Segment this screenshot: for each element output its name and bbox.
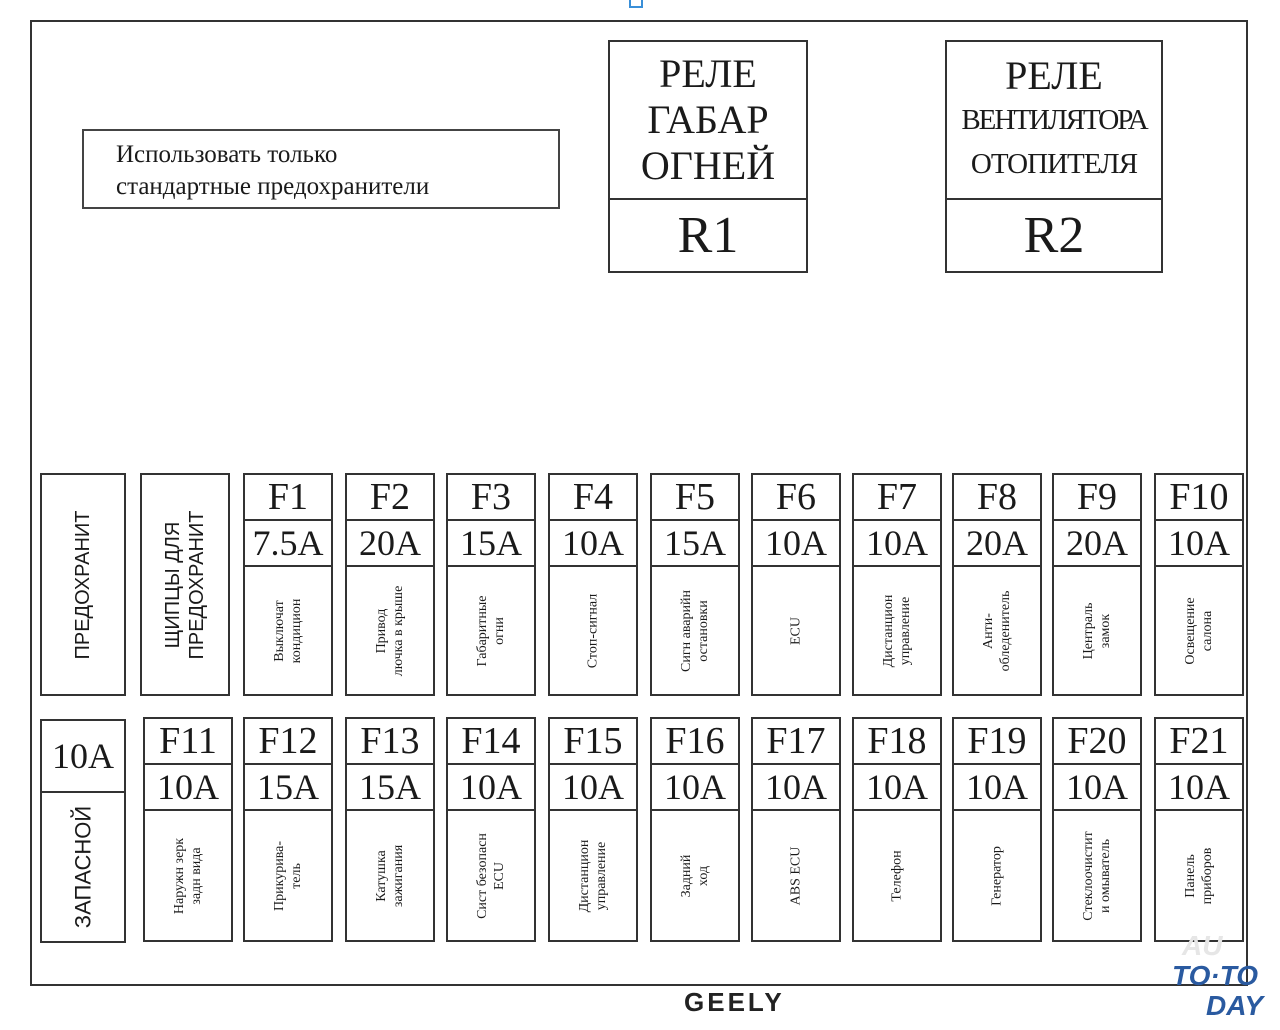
- fuse-description-line: Телефон: [889, 849, 905, 902]
- fuse-id: F8: [954, 475, 1040, 521]
- fuse-description-text: [474, 833, 508, 919]
- fuse-f5: [650, 473, 740, 696]
- fuse-description: [550, 567, 636, 694]
- relay-r2-line-1: РЕЛЕ: [1005, 53, 1103, 98]
- fuse-id: F13: [347, 719, 433, 765]
- fuse-description-text: [1182, 597, 1216, 664]
- standard-fuse-notice: [82, 129, 560, 209]
- fuse-description: [245, 567, 331, 694]
- fuse-description: [550, 811, 636, 940]
- fuse-description: [1156, 811, 1242, 940]
- fuse-id: F15: [550, 719, 636, 765]
- relay-r1: [608, 40, 808, 273]
- fuse-amperage: 20A: [1054, 521, 1140, 567]
- fuse-description: [954, 811, 1040, 940]
- fuse-amperage: 7.5A: [245, 521, 331, 567]
- fuse-description-text: [373, 844, 407, 906]
- fuse-tweezers-slot: [140, 473, 230, 696]
- fuse-description-text: [788, 846, 805, 905]
- fuse-description: [753, 567, 839, 694]
- fuse-description-line: Сист безопасн: [475, 832, 490, 919]
- fuse-amperage: 10A: [753, 765, 839, 811]
- watermark-line-1: AU: [1182, 930, 1223, 961]
- spare-fuse-desc: [42, 793, 124, 941]
- fuse-description-line: управление: [898, 596, 913, 665]
- fuse-description-text: [1182, 847, 1216, 904]
- relay-r2: [945, 40, 1163, 273]
- fuse-amperage: 10A: [954, 765, 1040, 811]
- relay-r1-line-2: ГАБАР: [647, 97, 769, 142]
- fuse-id: F4: [550, 475, 636, 521]
- fuse-f12: [243, 717, 333, 942]
- fuse-f3: [446, 473, 536, 696]
- fuse-amperage: 15A: [652, 521, 738, 567]
- fuse-id: F11: [145, 719, 231, 765]
- fuse-description-line: обледенитель: [998, 590, 1013, 671]
- fuse-description: [1156, 567, 1242, 694]
- fuse-amperage: 10A: [854, 521, 940, 567]
- fuse-id: F17: [753, 719, 839, 765]
- fuse-description: [145, 811, 231, 940]
- fuse-id: F16: [652, 719, 738, 765]
- fuse-description-line: управление: [594, 841, 609, 910]
- fuse-id: F6: [753, 475, 839, 521]
- fuse-description-text: [373, 585, 407, 676]
- fuse-id: F19: [954, 719, 1040, 765]
- fuse-amperage: 15A: [245, 765, 331, 811]
- fuse-description: [347, 567, 433, 694]
- fuse-id: F1: [245, 475, 331, 521]
- fuse-amperage: 10A: [1156, 765, 1242, 811]
- fuse-id: F7: [854, 475, 940, 521]
- fuse-description-text: [474, 595, 508, 666]
- fuse-description: [347, 811, 433, 940]
- fuse-id: F20: [1054, 719, 1140, 765]
- fuse-f7: [852, 473, 942, 696]
- fuse-puller-slot: [40, 473, 126, 696]
- fuse-description-text: [678, 854, 712, 897]
- fuse-id: F9: [1054, 475, 1140, 521]
- fuse-amperage: 10A: [145, 765, 231, 811]
- top-marker: [629, 0, 643, 8]
- spare-fuse-amp: 10А: [42, 721, 124, 793]
- geely-logo: GEELY: [684, 987, 785, 1017]
- relay-r2-line-2: ВЕНТИЛЯТОРА: [961, 104, 1147, 136]
- fuse-amperage: 10A: [1054, 765, 1140, 811]
- relay-r2-name: [947, 42, 1161, 200]
- fuse-description-text: [980, 590, 1014, 671]
- fuse-description: [954, 567, 1040, 694]
- fuse-description-line: остановки: [696, 599, 711, 662]
- fuse-description-line: Стеклоочистит: [1081, 830, 1096, 921]
- fuse-amperage: 15A: [347, 765, 433, 811]
- fuse-id: F18: [854, 719, 940, 765]
- fuse-f16: [650, 717, 740, 942]
- fuse-description-text: [271, 841, 305, 911]
- fuse-description: [854, 811, 940, 940]
- fuse-description: [652, 811, 738, 940]
- fuse-description-line: Задний: [679, 854, 694, 897]
- fuse-amperage: 10A: [854, 765, 940, 811]
- watermark-line-3: DAY: [1206, 990, 1264, 1021]
- fuse-description-line: ход: [696, 865, 711, 886]
- fuse-puller-label: ПРЕДОХРАНИТ: [72, 510, 94, 659]
- fuse-f20: [1052, 717, 1142, 942]
- fuse-description-line: кондицион: [289, 598, 304, 663]
- fuse-description-line: Габаритные: [475, 594, 490, 667]
- fuse-f11: [143, 717, 233, 942]
- fuse-description-line: Дистанцион: [881, 594, 896, 667]
- fuse-id: F2: [347, 475, 433, 521]
- fuse-amperage: 20A: [954, 521, 1040, 567]
- fuse-f21: [1154, 717, 1244, 942]
- fuse-description-line: ECU: [492, 861, 507, 890]
- fuse-description: [652, 567, 738, 694]
- fuse-f6: [751, 473, 841, 696]
- fuse-tweezers-line-2: ПРЕДОХРАНИТ: [186, 510, 208, 659]
- fuse-description-text: [585, 593, 602, 668]
- fuse-id: F3: [448, 475, 534, 521]
- fuse-description-line: Освещение: [1183, 596, 1198, 665]
- fuse-description-text: [171, 837, 205, 913]
- fuse-description-line: ECU: [788, 616, 804, 645]
- relay-r1-line-3: ОГНЕЙ: [640, 143, 776, 188]
- fuse-description: [753, 811, 839, 940]
- fuse-description-line: задн вида: [189, 846, 204, 905]
- fuse-description-line: приборов: [1200, 847, 1215, 904]
- fuse-description: [448, 811, 534, 940]
- fuse-description-text: [889, 850, 906, 901]
- fuse-description-text: [1080, 602, 1114, 659]
- fuse-id: F21: [1156, 719, 1242, 765]
- spare-fuse: [40, 719, 126, 943]
- fuse-description-line: и омыватель: [1098, 838, 1113, 913]
- watermark-line-2: TO·TO: [1172, 960, 1259, 991]
- fuse-description-line: тель: [289, 862, 304, 889]
- fuse-tweezers-line-1: ЩИПЦЫ ДЛЯ: [162, 521, 184, 648]
- fuse-description-line: Дистанцион: [577, 839, 592, 912]
- fuse-description-line: лючка в крыше: [391, 585, 406, 676]
- fuse-description: [448, 567, 534, 694]
- fuse-description: [1054, 811, 1140, 940]
- fuse-amperage: 10A: [550, 521, 636, 567]
- fuse-description-text: [576, 839, 610, 912]
- relay-r2-line-3: ОТОПИТЕЛЯ: [970, 148, 1138, 180]
- fuse-id: F12: [245, 719, 331, 765]
- fuse-amperage: 20A: [347, 521, 433, 567]
- fuse-description-text: [1080, 831, 1114, 920]
- fuse-id: F5: [652, 475, 738, 521]
- fuse-description-line: Анти-: [981, 612, 996, 649]
- fuse-f13: [345, 717, 435, 942]
- fuse-description-line: салона: [1200, 610, 1215, 651]
- fuse-id: F14: [448, 719, 534, 765]
- spare-fuse-label: ЗАПАСНОЙ: [70, 805, 96, 929]
- fuse-description-line: огни: [492, 616, 507, 645]
- fuse-description-line: Наружн зерк: [172, 837, 187, 914]
- fuse-id: F10: [1156, 475, 1242, 521]
- fuse-f4: [548, 473, 638, 696]
- notice-line-2: стандартные предохранители: [116, 173, 430, 200]
- fuse-f2: [345, 473, 435, 696]
- notice-line-1: Использовать только: [116, 141, 338, 168]
- relay-r1-line-1: РЕЛЕ: [659, 51, 757, 96]
- fuse-amperage: 10A: [550, 765, 636, 811]
- fuse-description-text: [989, 846, 1006, 906]
- fuse-f17: [751, 717, 841, 942]
- fuse-description: [854, 567, 940, 694]
- fuse-f19: [952, 717, 1042, 942]
- fuse-amperage: 15A: [448, 521, 534, 567]
- fuse-f1: [243, 473, 333, 696]
- relay-r1-name: [610, 42, 806, 200]
- fuse-description-text: [678, 590, 712, 672]
- fuse-description-line: Привод: [374, 608, 389, 653]
- relay-r2-code: R2: [1023, 207, 1085, 264]
- fuse-f9: [1052, 473, 1142, 696]
- fuse-description-line: Прикурива-: [272, 840, 287, 911]
- fuse-amperage: 10A: [753, 521, 839, 567]
- fuse-description: [245, 811, 331, 940]
- fuse-description-text: [271, 598, 305, 663]
- fuse-description-line: Сигн аварийн: [679, 589, 694, 672]
- fuse-description-line: Генератор: [989, 845, 1005, 906]
- fuse-description-line: Централь: [1081, 602, 1096, 659]
- fuse-description-text: [788, 617, 805, 645]
- fuse-description-line: замок: [1098, 613, 1113, 648]
- fuse-amperage: 10A: [1156, 521, 1242, 567]
- fuse-f10: [1154, 473, 1244, 696]
- fuse-description-line: Катушка: [374, 849, 389, 902]
- fuse-tweezers-label: [161, 510, 209, 659]
- fuse-description-line: зажигания: [391, 844, 406, 907]
- fuse-description-line: Выключат: [272, 599, 287, 662]
- fuse-description-text: [880, 594, 914, 667]
- fuse-description-line: ABS ECU: [788, 846, 804, 905]
- fuse-description-line: Стоп-сигнал: [585, 593, 601, 668]
- fuse-description: [1054, 567, 1140, 694]
- fuse-description-line: Панель: [1183, 853, 1198, 898]
- fuse-f18: [852, 717, 942, 942]
- relay-r1-code: R1: [677, 207, 739, 264]
- fuse-amperage: 10A: [652, 765, 738, 811]
- autotoday-watermark: [1172, 930, 1264, 1021]
- fuse-f14: [446, 717, 536, 942]
- fuse-amperage: 10A: [448, 765, 534, 811]
- fuse-f15: [548, 717, 638, 942]
- fuse-f8: [952, 473, 1042, 696]
